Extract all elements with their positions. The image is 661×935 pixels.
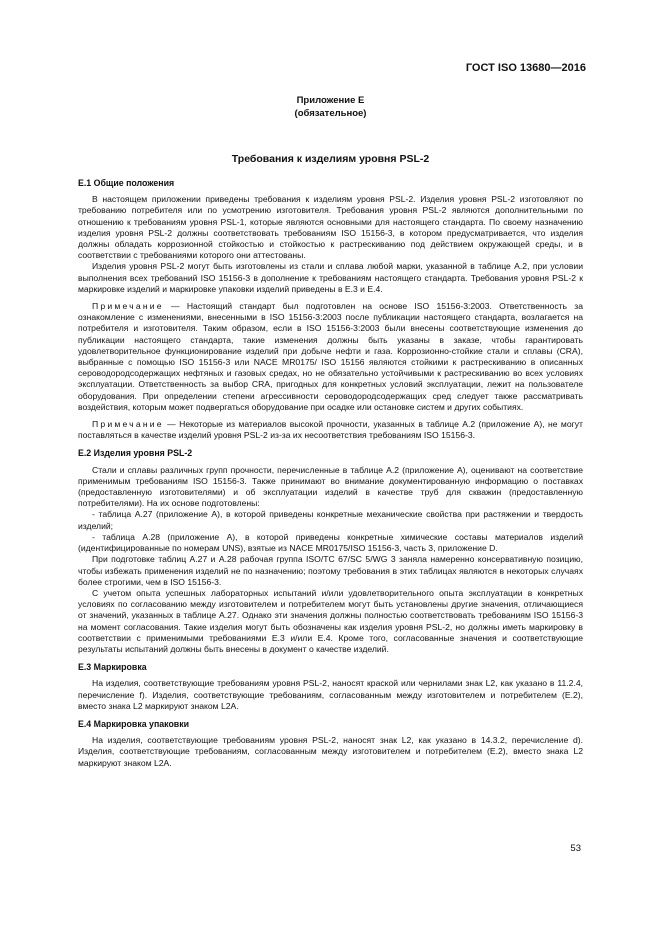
note-text: — Некоторые из материалов высокой прочности, указанных в таблице А.2 (приложение А), не могут поставляться в качестве изделий уровня PSL-2 из-за их несоответствия требованиям ISO 15156-3.	[78, 419, 583, 441]
note-text: — Настоящий стандарт был подготовлен на основе ISO 15156-3:2003. Ответственность за ознакомление с изменениями, внесенными в ISO 15156-3:2003 после публикации настоящего стандарта, возлагается на потребителя и изготовителя. Таким образом, если в ISO 15156-3:2003 были внесены соответствующие изменения до публикации настоящего стандарта, такие изменения должны быть указаны в заказе, чтобы гарантировать удовлетворительное функционирование изделий при добыче нефти и газа. Коррозионно-стойкие стали и сплавы (CRA), выбранные с помощью ISO 15156-3 или NACE MR0175/ ISO 15156 являются стойкими к растрескиванию в описанных сероводородсодержащих нефтяных и газовых средах, но не обязательно устойчивыми к растрескиванию во всех условиях эксплуатации. Ответственность за выбор CRA, пригодных для конкретных условий эксплуатации, лежит на пользователе оборудования. При определении степени агрессивности сероводородсодержащих сред следует также рассматривать воздействия, которым может подвергаться оборудование при осадке или остановке систем и других событиях.	[78, 301, 583, 412]
annex-title: Приложение Е	[296, 95, 365, 106]
section-heading-e1: Е.1 Общие положения	[78, 178, 175, 188]
paragraph: В настоящем приложении приведены требования к изделиям уровня PSL-2. Изделия уровня PSL-2 изготовляют по требованию потребителя или по усмотрению изготовителя. Требования уровня PSL-2 являются дополнительными по отношению к требованиям уровня PSL-1, которые являются основными для настоящего стандарта. По своему назначению изделия уровня PSL-2 должны соответствовать требованиям ISO 15156-3, в котором предусматривается, что изделия должны обладать коррозионной стойкостью и стойкостью к растрескиванию под действием окружающей среды, и в соответствии с требованиями которого они аттестованы.	[78, 194, 583, 261]
section-heading-e2: Е.2 Изделия уровня PSL-2	[78, 448, 193, 459]
note-label: Примечание	[92, 419, 164, 430]
list-item: - таблица А.28 (приложение А), в которой приведены конкретные химические составы материалов изделий (идентифицированные по номерам UNS), взятые из NACE MR0175/ISO 15156-3, часть 3, приложение D.	[78, 531, 583, 554]
page-number: 53	[570, 843, 581, 854]
section-e3	[78, 662, 583, 712]
paragraph: При подготовке таблиц А.27 и А.28 рабочая группа ISO/TC 67/SC 5/WG 3 заняла намеренно консервативную позицию, чтобы избежать применения изделий не по назначению; поэтому требования в этих таблицах являются в некоторых случаях более строгими, чем в ISO 15156-3.	[78, 554, 583, 587]
paragraph: Изделия уровня PSL-2 могут быть изготовлены из стали и сплава любой марки, указанной в таблице А.2, при условии выполнения всех требований ISO 15156-3 в дополнение к требованиям настоящего стандарта. Требования уровня PSL-2 к маркировке изделий и маркировке упаковки изделий приведены в Е.3 и Е.4.	[78, 261, 583, 294]
standard-header: ГОСТ ISO 13680—2016	[465, 62, 586, 74]
paragraph: На изделия, соответствующие требованиям уровня PSL-2, наносят знак L2, как указано в 14.3.2, перечисление d). Изделия, соответствующие требованиям, согласованным между изготовителем и потребителем (Е.2), вместо знака L2 маркируют знаком L2A.	[78, 735, 583, 768]
annex-heading	[0, 94, 661, 120]
document-title: Требования к изделиям уровня PSL-2	[231, 153, 430, 165]
paragraph: На изделия, соответствующие требованиям уровня PSL-2, наносят краской или чернилами знак L2, как указано в 11.2.4, перечисление f). Изделия, соответствующие требованиям, согласованным между изготовителем и потребителем (Е.2), вместо знака L2 маркируют знаком L2A.	[78, 678, 583, 711]
document-body	[78, 178, 583, 769]
paragraph: С учетом опыта успешных лабораторных испытаний и/или удовлетворительного опыта эксплуатации в конкретных условиях по согласованию между изготовителем и потребителем могут быть установлены другие значения, отличающиеся от значений, указанных в таблице А.27. Однако эти значения должны полностью соответствовать требованиям ISO 15156-3 на момент согласования. Такие изделия могут быть обозначены как изделия уровня PSL-2, но должны иметь маркировку в соответствии с применимыми требованиями Е.3 и/или Е.4. Кроме того, согласованные значения и соответствующие результаты испытаний должны быть внесены в документ о качестве изделий.	[78, 587, 583, 654]
note-paragraph	[78, 301, 583, 413]
list-item: - таблица А.27 (приложение А), в которой приведены конкретные механические свойства при растяжении и твердость изделий;	[78, 509, 583, 531]
annex-subtitle: (обязательное)	[294, 108, 367, 119]
section-e4	[78, 719, 583, 769]
section-heading-e3: Е.3 Маркировка	[78, 662, 147, 673]
note-paragraph	[78, 419, 583, 441]
section-e2	[78, 448, 583, 655]
section-heading-e4: Е.4 Маркировка упаковки	[78, 718, 190, 729]
paragraph: Стали и сплавы различных групп прочности, перечисленные в таблице А.2 (приложение А), оценивают на соответствие применимым требованиям ISO 15156-3. Также принимают во внимание документированную информацию о поставках (предоставленную изготовителями) и об эксплуатации изделий в качестве труб для скважин (предоставленную потребителями). На их основе подготовлены:	[78, 464, 583, 509]
note-label: Примечание	[92, 301, 164, 312]
